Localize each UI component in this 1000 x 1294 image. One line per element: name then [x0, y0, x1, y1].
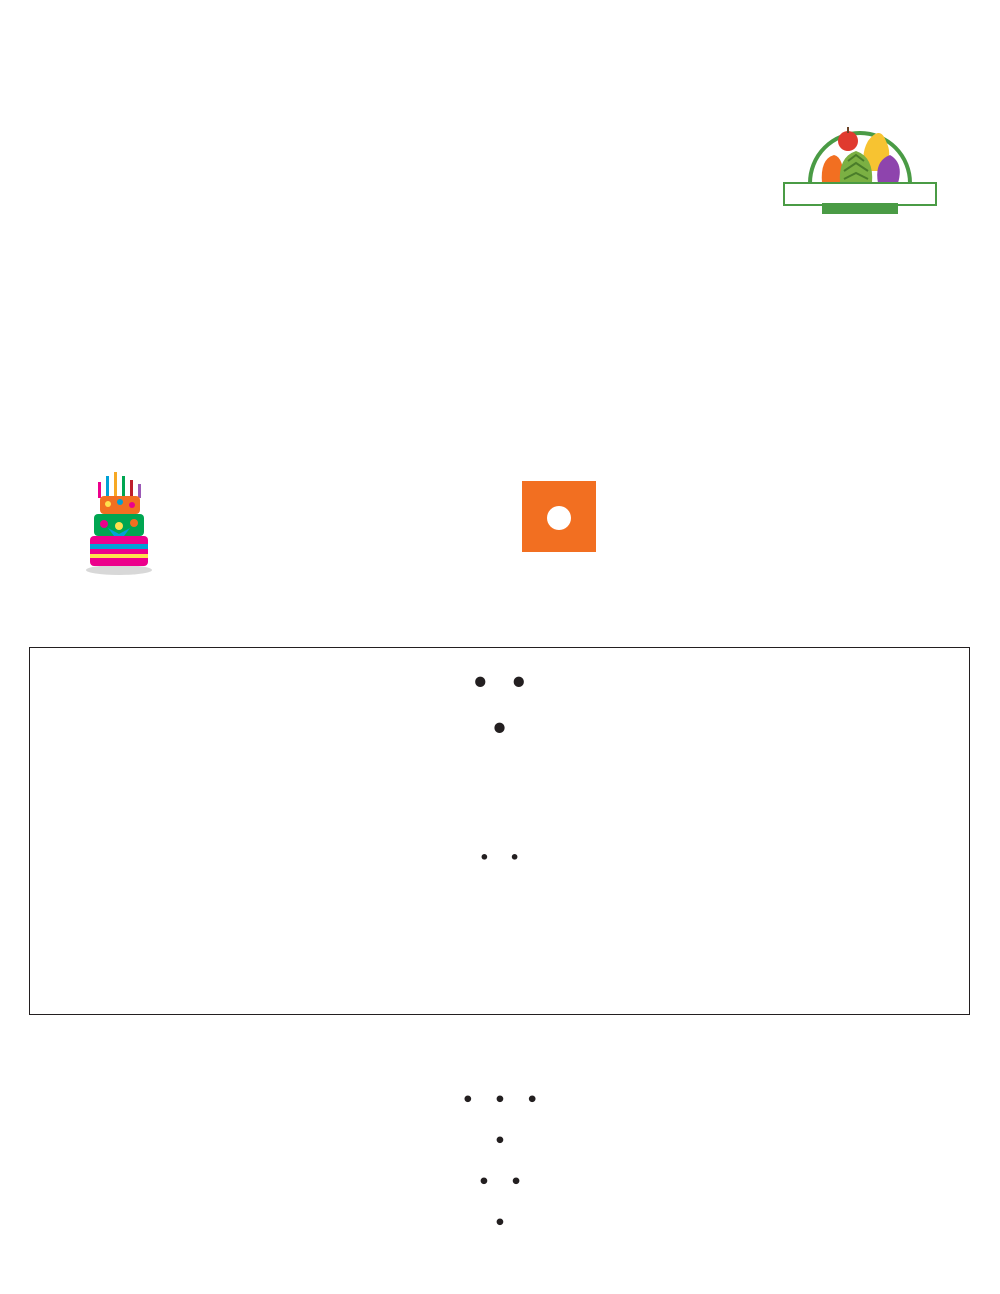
woodlands-market-logo	[782, 111, 938, 215]
sponsors-row-2: •	[493, 1130, 507, 1152]
activities-row-2: •	[490, 712, 509, 746]
fun-run-logo	[522, 481, 596, 552]
sponsors-row-1: • • •	[461, 1089, 539, 1111]
fun-run-info	[609, 481, 969, 485]
event-details-box	[29, 647, 970, 1015]
activities-row-1: • •	[470, 666, 529, 700]
food-menu: • •	[479, 848, 520, 867]
sponsors-row-4: •	[493, 1212, 507, 1234]
sponsors-row-3: • •	[477, 1171, 523, 1193]
cake-walk-info	[160, 490, 420, 496]
cake-illustration	[84, 470, 154, 578]
